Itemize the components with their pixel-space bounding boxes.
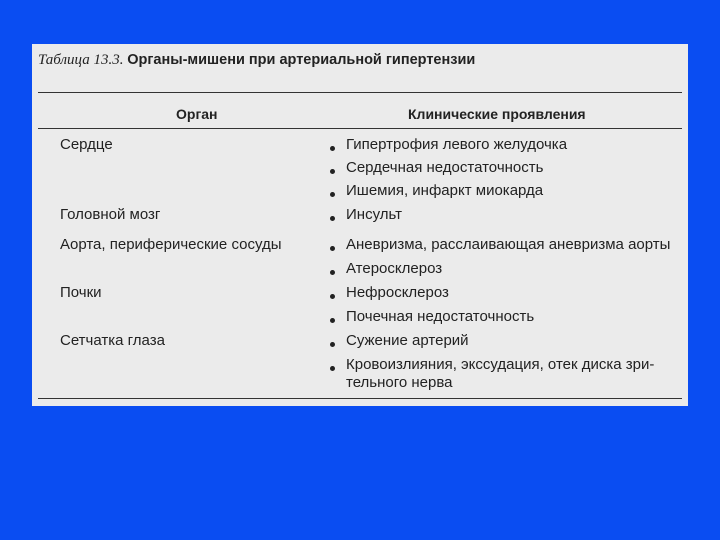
- header-manifestations: Клинические проявления: [408, 106, 586, 122]
- bullet: [330, 192, 335, 197]
- bottom-rule: [38, 398, 682, 399]
- manifestation-item: Инсульт: [346, 206, 403, 223]
- table-number: Таблица 13.3.: [38, 52, 124, 68]
- table-caption: [38, 52, 475, 69]
- manifestation-item-continuation: тельного нерва: [346, 374, 453, 391]
- bullet: [330, 366, 335, 371]
- bullet: [330, 342, 335, 347]
- manifestation-item: Атеросклероз: [346, 260, 443, 277]
- organ-retina: Сетчатка глаза: [60, 332, 165, 349]
- manifestation-item: Сужение артерий: [346, 332, 469, 349]
- organ-kidneys: Почки: [60, 284, 102, 301]
- header-rule: [38, 128, 682, 129]
- bullet: [330, 270, 335, 275]
- top-rule: [38, 92, 682, 93]
- manifestation-item: Гипертрофия левого желудочка: [346, 136, 568, 153]
- bullet: [330, 294, 335, 299]
- manifestation-item: Нефросклероз: [346, 284, 449, 301]
- organ-aorta-vessels: Аорта, периферические сосуды: [60, 236, 282, 253]
- table-title: Органы-мишени при артериальной гипертензии: [127, 52, 476, 68]
- manifestation-item: Кровоизлияния, экссудация, отек диска зри-: [346, 356, 655, 373]
- manifestation-item: Аневризма, расслаивающая аневризма аорты: [346, 236, 671, 253]
- bleed-through-text: [32, 44, 688, 406]
- bullet: [330, 246, 335, 251]
- bullet: [330, 216, 335, 221]
- manifestation-item: Ишемия, инфаркт миокарда: [346, 182, 544, 199]
- bullet: [330, 318, 335, 323]
- organ-heart: Сердце: [60, 136, 113, 153]
- organ-brain: Головной мозг: [60, 206, 161, 223]
- header-organ: Орган: [176, 106, 218, 122]
- bullet: [330, 169, 335, 174]
- manifestation-item: Сердечная недостаточность: [346, 159, 544, 176]
- scanned-table-page: [32, 44, 688, 406]
- bullet: [330, 146, 335, 151]
- manifestation-item: Почечная недостаточность: [346, 308, 535, 325]
